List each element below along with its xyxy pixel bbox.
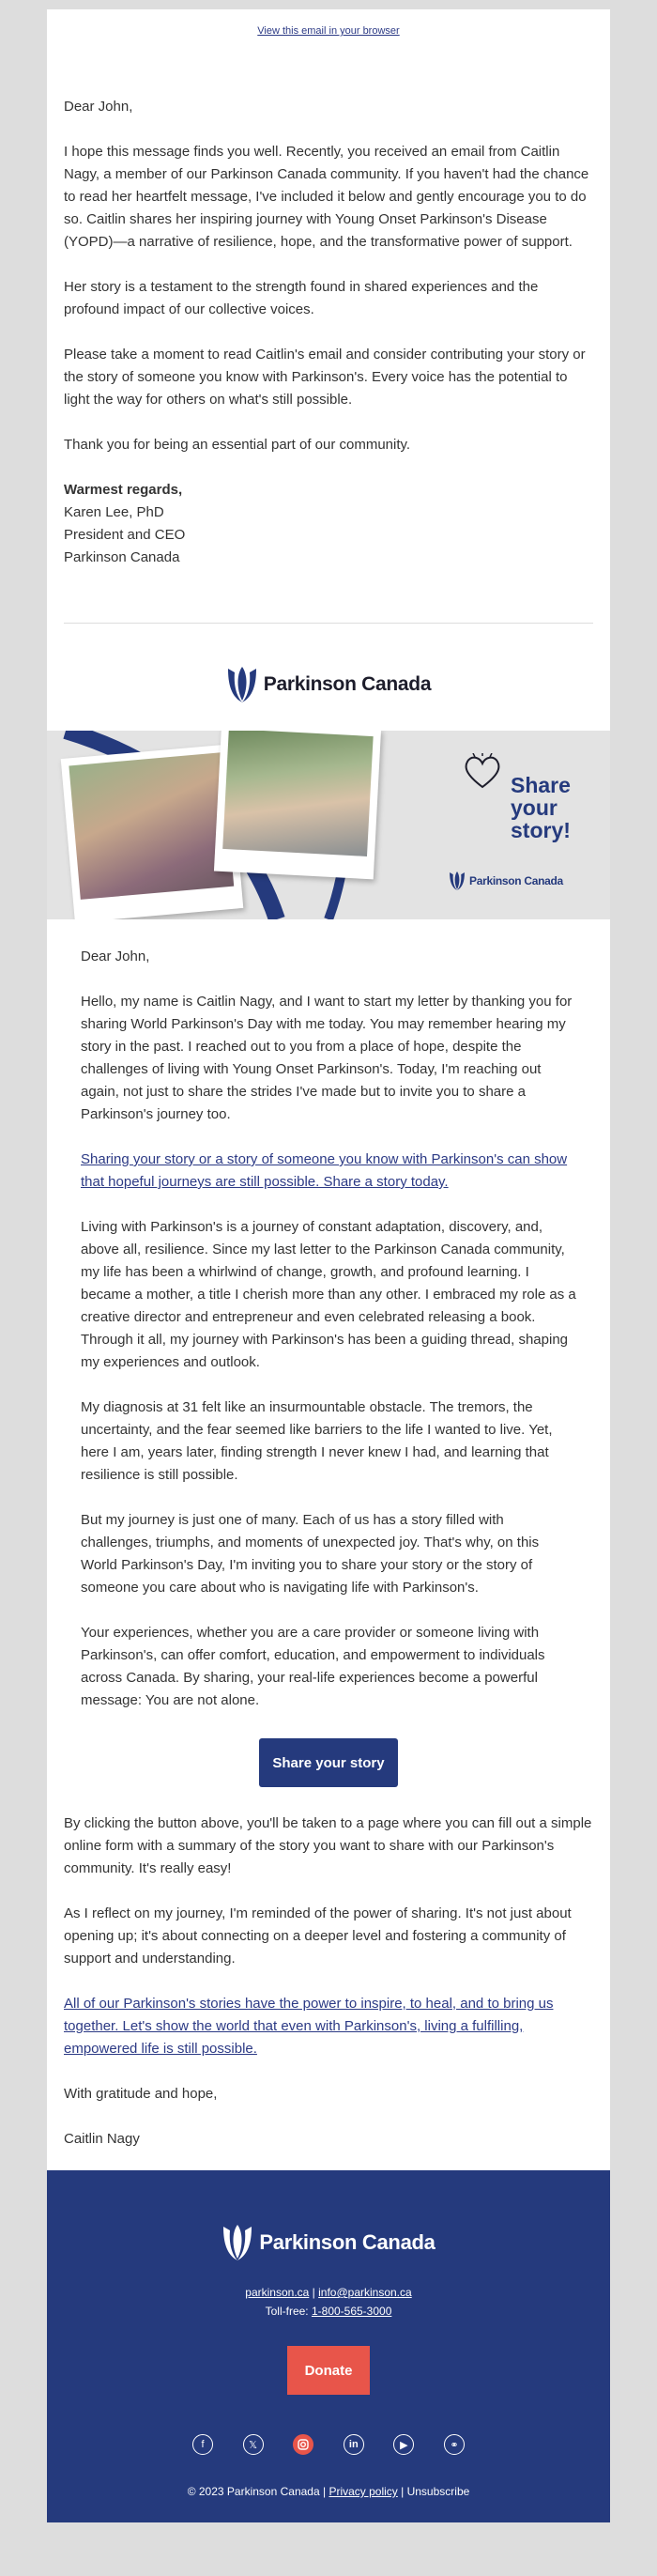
letter-paragraph: Hello, my name is Caitlin Nagy, and I want to start my letter by thanking you for sharing World Parkinson's Day with me today. You may remember hearing my story in the past. I reached out to you from a place of hope, despite the challenges of living with Young Onset Parkinson's. Today, I'm reaching out again, not just to share the strides I've made but to invite you to share a Parkinson's journey too. [81,994,573,1122]
email-link[interactable]: info@parkinson.ca [318,2286,412,2299]
share-your-story-button[interactable]: Share your story [259,1738,398,1787]
signoff: Warmest regards, [64,482,183,498]
banner-headline [511,774,571,841]
social-links [192,2434,465,2455]
signature-title: President and CEO [64,527,186,543]
intro-greeting: Dear John, [64,99,133,115]
letter-card [47,919,610,2170]
header-logo-text: Parkinson Canada [263,673,432,695]
intro-paragraph: Please take a moment to read Caitlin's email and consider contributing your story or the story of someone you know with Parkinson's. Every voice has the potential to light the way for others on what's still possible. [64,347,586,408]
letter-paragraph: Your experiences, whether you are a care provider or someone living with Parkinson's, can offer comfort, education, and empowerment to individuals across Canada. By sharing, your real-life experiences become a powerful message: You are not alone. [81,1625,545,1708]
tulip-logo-icon [449,870,466,892]
footer-logo-text: Parkinson Canada [259,2230,435,2254]
footer-logo [47,2222,610,2263]
footer-contact [47,2283,610,2321]
header-logo [47,665,610,704]
letter-body-upper [81,946,576,1712]
separator: | [397,2485,407,2498]
banner-logo [449,870,563,892]
banner-headline-line: your [511,795,558,820]
intro-paragraph: Her story is a testament to the strength found in shared experiences and the profound impact of our collective voices. [64,279,539,317]
footer [47,2170,610,2522]
tulip-logo-icon [222,2222,253,2263]
intro-paragraph: Thank you for being an essential part of our community. [64,437,411,453]
signature-name: Karen Lee, PhD [64,504,164,520]
facebook-icon[interactable]: f [192,2434,213,2455]
donate-button[interactable]: Donate [287,2346,370,2395]
privacy-policy-link[interactable]: Privacy policy [328,2485,398,2498]
instagram-icon[interactable] [293,2434,313,2455]
banner-logo-text: Parkinson Canada [469,874,563,887]
letter-paragraph: But my journey is just one of many. Each of us has a story filled with challenges, triumphs, and moments of unexpected joy. That's why, on this World Parkinson's Day, I'm inviting you to share your story or the story of someone you care about who is navigating life with Parkinson's. [81,1512,540,1596]
divider [64,623,593,624]
banner-headline-line: story! [511,818,571,842]
letter-body-lower [64,1812,593,2151]
copyright: © 2023 Parkinson Canada | [187,2485,329,2498]
tollfree-label: Toll-free: [265,2305,312,2318]
letter-paragraph: As I reflect on my journey, I'm reminded of the power of sharing. It's not just about opening up; it's about connecting on a deeper level and fostering a community of support and understanding. [64,1905,572,1967]
heart-icon [462,753,503,791]
youtube-icon[interactable]: ▶ [393,2434,414,2455]
unsubscribe-link[interactable]: Unsubscribe [406,2485,470,2498]
instagram-glyph-icon [298,2439,309,2450]
letter-paragraph: Living with Parkinson's is a journey of constant adaptation, discovery, and, above all, resilience. Since my last letter to the Parkinson Canada community, my life has been a whirlwind of change, growth, and profound learning. I became a mother, a title I cherish more than any other. I embraced my role as a creative director and entrepreneur and even celebrated releasing a book. Through it all, my journey with Parkinson's has been a guiding thread, shaping my experiences and outlook. [81,1219,576,1370]
tulip-logo-icon [226,665,258,704]
signature-org: Parkinson Canada [64,549,180,565]
x-icon[interactable]: 𝕏 [243,2434,264,2455]
intro-body [64,96,593,569]
letter-closing: With gratitude and hope, [64,2086,218,2102]
linkedin-icon[interactable]: in [344,2434,364,2455]
share-story-banner [47,731,610,919]
website-link[interactable]: parkinson.ca [245,2286,310,2299]
intro-paragraph: I hope this message finds you well. Recently, you received an email from Caitlin Nagy, a member of our Parkinson Canada community. If you haven't had the chance to read her heartfelt message, I've included it below and gently encourage you to do so. Caitlin shares her inspiring journey with Young Onset Parkinson's Disease (YOPD)—a narrative of resilience, hope, and the transformative power of support. [64,144,589,250]
banner-headline-line: Share [511,773,571,797]
footer-legal [47,2485,610,2498]
stories-inspire-link[interactable]: All of our Parkinson's stories have the power to inspire, to heal, and to bring us together. Let's show the world that even with Parkinson's, living a fulfilling, empowered life is still possible. [64,1996,554,2057]
separator: | [309,2286,319,2299]
photo-family [214,731,381,879]
share-story-link[interactable]: Sharing your story or a story of someone you know with Parkinson's can show that hopeful journeys are still possible. Share a story today. [81,1151,568,1190]
link-icon[interactable]: ⚭ [444,2434,465,2455]
view-in-browser-link[interactable]: View this email in your browser [257,25,400,37]
letter-signature: Caitlin Nagy [64,2131,140,2147]
letter-paragraph: My diagnosis at 31 felt like an insurmountable obstacle. The tremors, the uncertainty, and the fear seemed like barriers to the life I wanted to live. Yet, here I am, years later, finding strength I never knew I had, and learning that resilience is still possible. [81,1399,553,1483]
letter-greeting: Dear John, [81,949,150,964]
letter-paragraph: By clicking the button above, you'll be taken to a page where you can fill out a simple online form with a summary of the story you want to share with our Parkinson's community. It's really easy! [64,1815,592,1876]
phone-link[interactable]: 1-800-565-3000 [311,2305,392,2318]
intro-card [47,9,610,731]
